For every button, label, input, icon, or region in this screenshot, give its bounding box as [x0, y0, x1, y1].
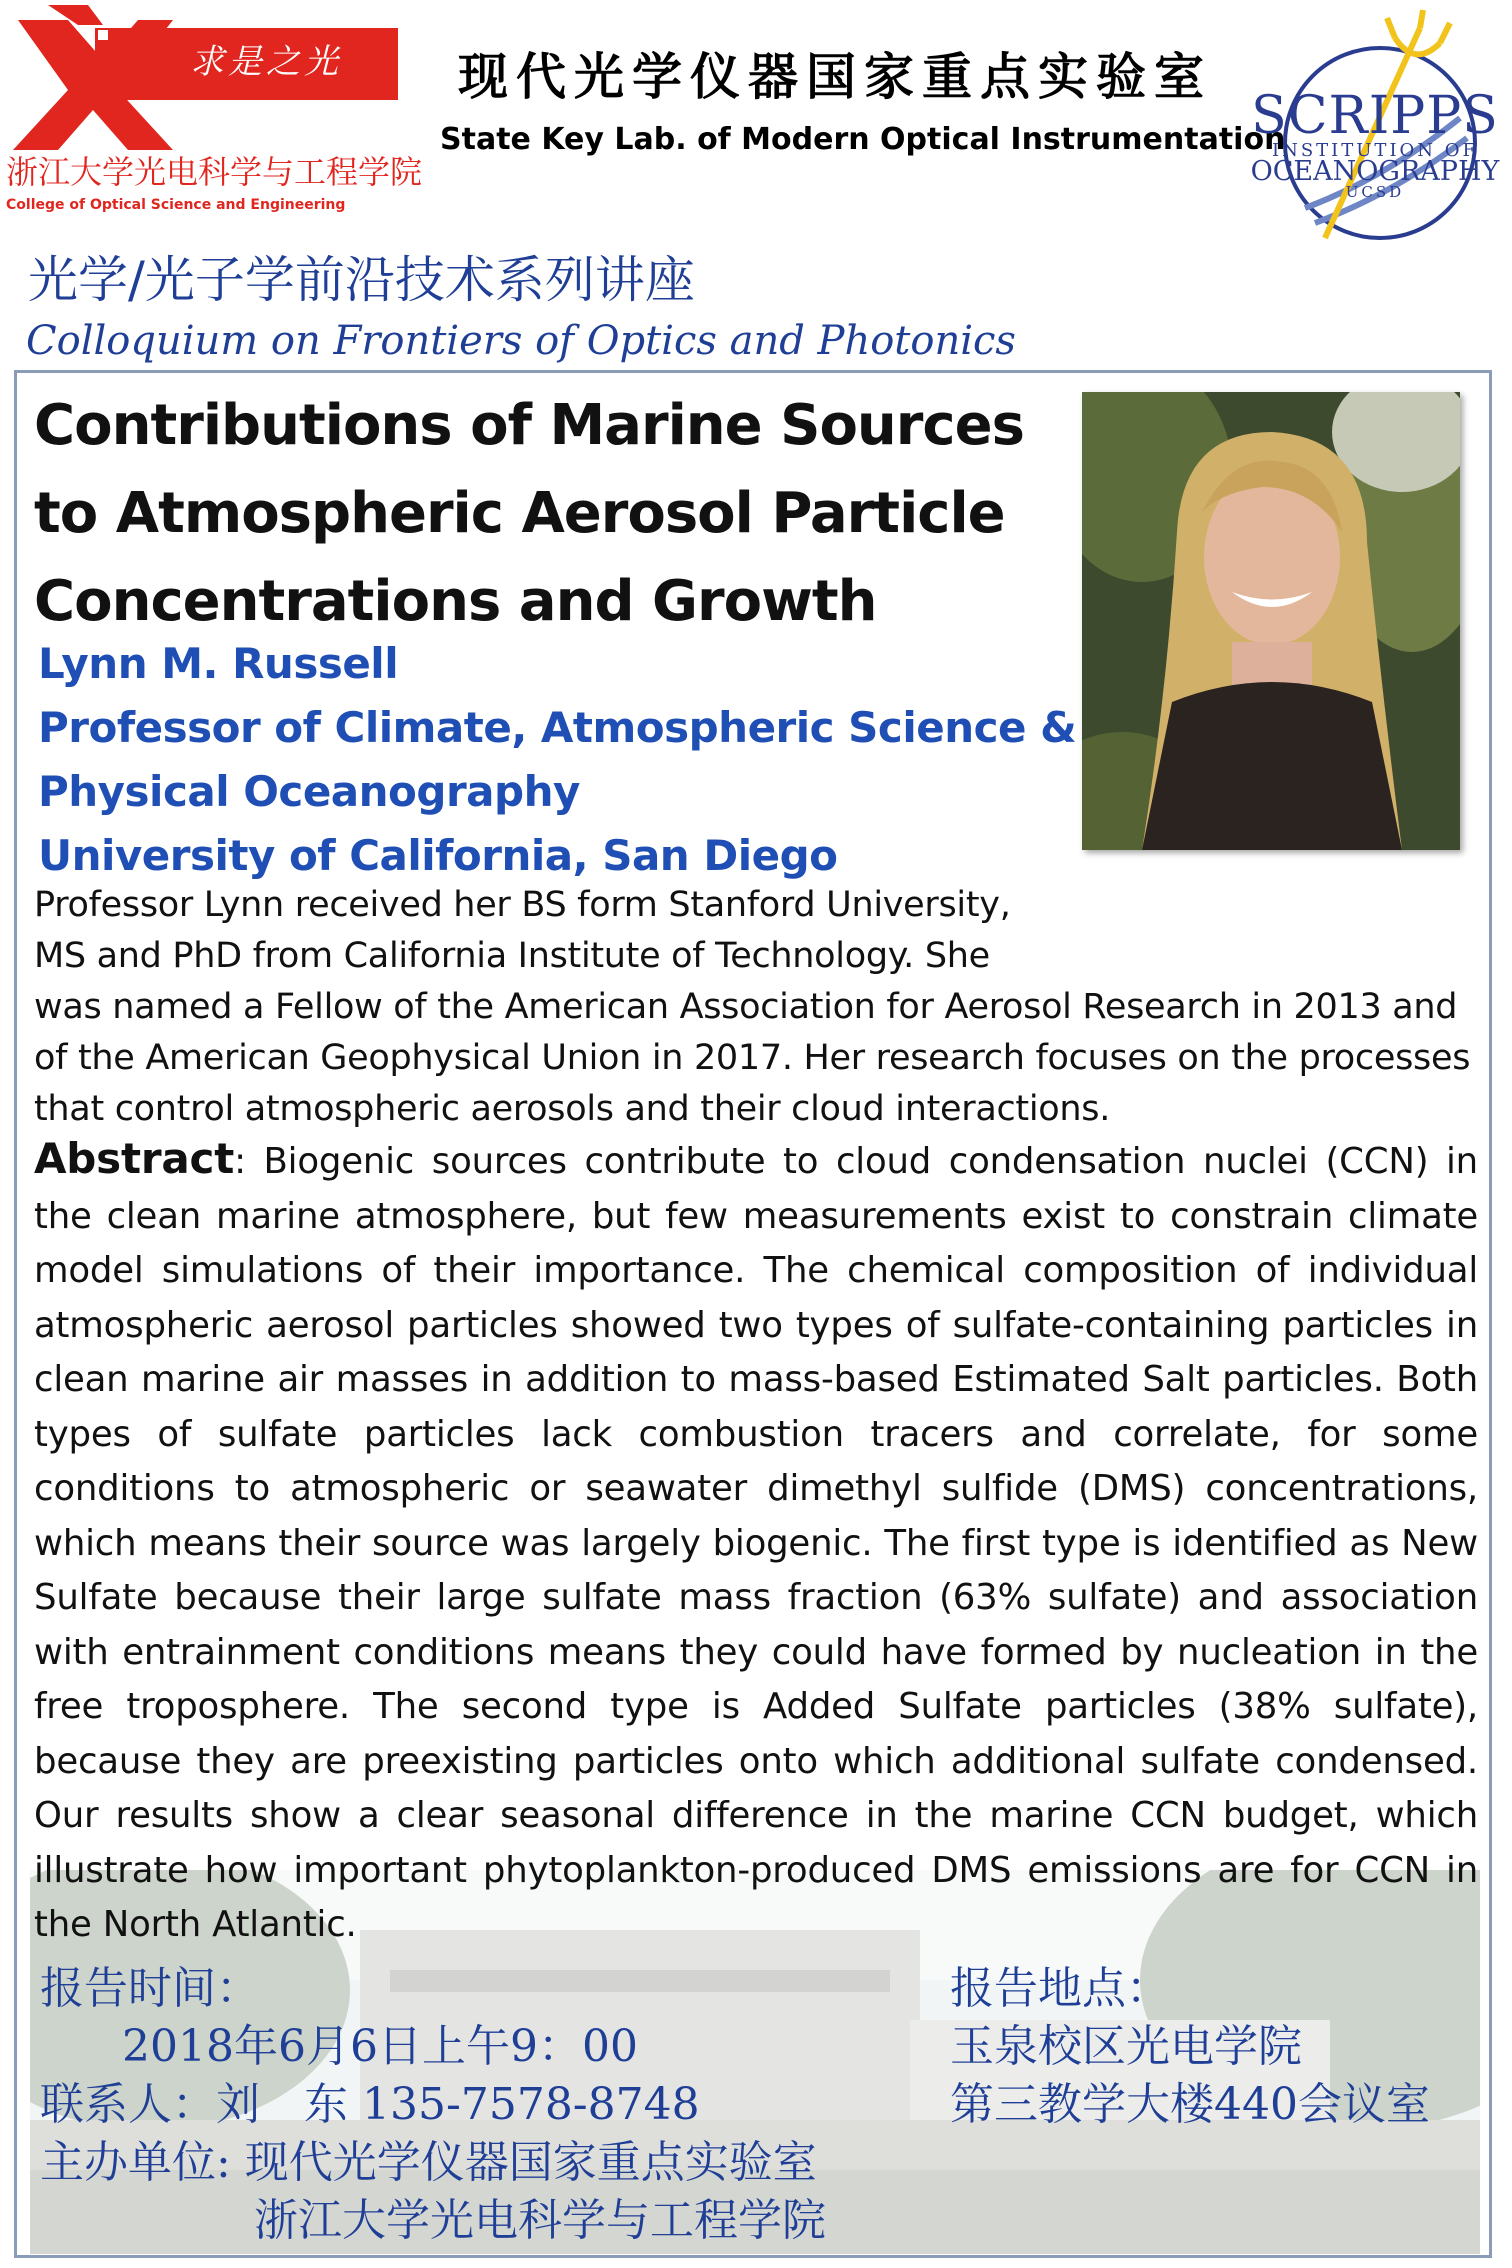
host-label: 主办单位: 现代光学仪器国家重点实验室 [40, 2137, 817, 2188]
scripps-line-1: INSTITUTION OF [1271, 140, 1479, 161]
speaker-bio [34, 880, 1474, 1135]
lab-title-cn: 现代光学仪器国家重点实验室 [458, 47, 1212, 106]
host-second: 浙江大学光电科学与工程学院 [254, 2195, 826, 2246]
zju-emblem-icon [8, 0, 178, 150]
zju-motto: 求是之光 [190, 42, 342, 82]
scripps-line-2: OCEANOGRAPHY [1250, 156, 1500, 187]
series-title-cn: 光学/光子学前沿技术系列讲座 [28, 251, 695, 309]
scripps-name: SCRIPPS [1251, 86, 1499, 146]
speaker-name: Lynn M. Russell [38, 639, 399, 688]
place-line-2: 第三教学大楼440会议室 [950, 2079, 1430, 2130]
abstract-label: Abstract [34, 1134, 235, 1183]
talk-title-line: Contributions of Marine Sources [34, 393, 1024, 458]
event-details-right [950, 1960, 1490, 2134]
abstract-text: : Biogenic sources contribute to cloud condensation nuclei (CCN) in the clean marine atmosphere, but few measurements exist to constrain climate model simulations of their importance. The chemical composition of individual atmospheric aerosol particles showed two types of sulfate-containing particles in clean marine air masses in addition to mass-based Estimated Salt particles. Both types of sulfate particles lack combustion tracers and correlate, for some conditions to atmospheric or seawater dimethyl sulfide (DMS) concentrations, which means their source was largely biogenic. The first type is identified as New Sulfate because their large sulfate mass fraction (63% sulfate) and association with entrainment conditions means they could have formed by nucleation in the free troposphere. The second type is Added Sulfate particles (38% sulfate), because they are preexisting particles onto which additional sulfate condensed. Our results show a clear seasonal difference in the marine CCN budget, which illustrate how important phytoplankton-produced DMS emissions are for CCN in the North Atlantic. [34, 1141, 1478, 1945]
time-label: 报告时间： [40, 1963, 260, 2014]
scripps-line-3: UCSD [1345, 183, 1405, 201]
talk-title [34, 382, 1034, 646]
bio-line: MS and PhD from California Institute of Technology. She [34, 936, 990, 976]
lab-title-en: State Key Lab. of Modern Optical Instrumentation [440, 122, 1286, 157]
abstract [34, 1132, 1478, 1953]
bio-line: of the American Geophysical Union in 2017. Her research focuses on the processes [34, 1038, 1471, 1078]
zju-college-en: College of Optical Science and Engineering [6, 197, 346, 213]
speaker-info [38, 632, 1077, 888]
event-details-left [40, 1960, 940, 2250]
speaker-position-line: Physical Oceanography [38, 767, 580, 816]
speaker-photo [1082, 392, 1460, 850]
bio-line: was named a Fellow of the American Association for Aerosol Research in 2013 and [34, 987, 1458, 1027]
zju-college-cn: 浙江大学光电科学与工程学院 [6, 153, 423, 191]
header [0, 0, 1512, 250]
series-title-en: Colloquium on Frontiers of Optics and Photonics [26, 318, 1016, 364]
speaker-position-line: Professor of Climate, Atmospheric Science & [38, 703, 1077, 752]
talk-title-line: Concentrations and Growth [34, 569, 877, 634]
zju-logo [0, 0, 423, 215]
place-line-1: 玉泉校区光电学院 [950, 2021, 1302, 2072]
scripps-logo [1245, 8, 1505, 248]
bio-line: Professor Lynn received her BS form Stanford University, [34, 885, 1011, 925]
event-details [0, 1960, 1512, 2260]
contact-info: 联系人：刘 东 135-7578-8748 [40, 2079, 700, 2130]
speaker-affiliation: University of California, San Diego [38, 831, 838, 880]
speaker-portrait-image [1082, 392, 1460, 850]
time-value: 2018年6月6日上午9：00 [122, 2021, 638, 2072]
place-label: 报告地点： [950, 1963, 1170, 2014]
talk-title-line: to Atmospheric Aerosol Particle [34, 481, 1005, 546]
bio-line: that control atmospheric aerosols and their cloud interactions. [34, 1089, 1111, 1129]
